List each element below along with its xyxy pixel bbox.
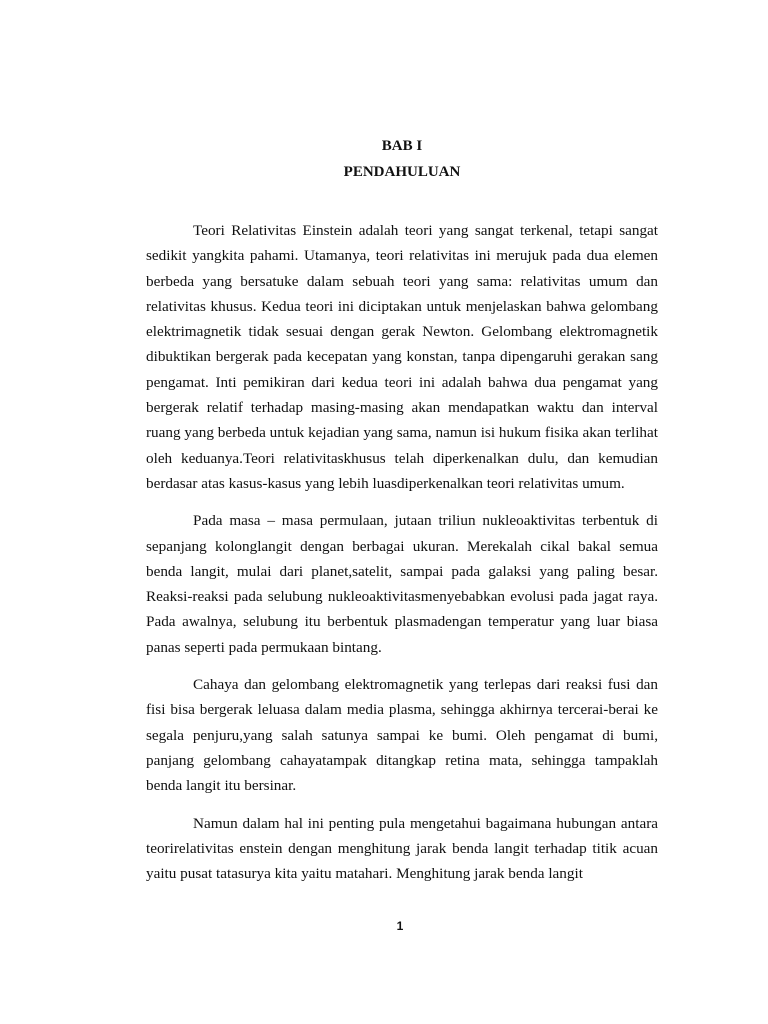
chapter-number: BAB I [381,138,423,154]
page-number: 1 [396,919,404,933]
paragraph-1: Teori Relativitas Einstein adalah teori yang sangat terkenal, tetapi sangat sedikit yangkita pahami. Utamanya, teori relativitas ini merujuk pada dua elemen berbeda yang bersatuke dalam sebuah teori yang sama: relativitas umum dan relativitas khusus. Kedua teori ini diciptakan untuk menjelaskan bahwa gelombang elektrimagnetik tidak sesuai dengan gerak Newton. Gelombang elektromagnetik dibuktikan bergerak pada kecepatan yang konstan, tanpa dipengaruhi gerakan sang pengamat. Inti pemikiran dari kedua teori ini adalah bahwa dua pengamat yang bergerak relatif terhadap masing-masing akan mendapatkan waktu dan interval ruang yang berbeda untuk kejadian yang sama, namun isi hukum fisika akan terlihat oleh keduanya.Teori relativitaskhusus telah diperkenalkan dulu, dan kemudian berdasar atas kasus-kasus yang lebih luasdiperkenalkan teori relativitas umum. [146,222,658,492]
document-body [146,218,658,898]
paragraph-4: Namun dalam hal ini penting pula mengetahui bagaimana hubungan antara teorirelativitas enstein dengan menghitung jarak benda langit terhadap titik acuan yaitu pusat tatasurya kita yaitu matahari. Menghitung jarak benda langit [146,814,658,883]
chapter-title: PENDAHULUAN [343,164,461,180]
paragraph-2: Pada masa – masa permulaan, jutaan triliun nukleoaktivitas terbentuk di sepanjang kolonglangit dengan berbagai ukuran. Merekalah cikal bakal semua benda langit, mulai dari planet,satelit, sampai pada galaksi yang paling besar. Reaksi-reaksi pada selubung nukleoaktivitasmenyebabkan evolusi pada jagat raya. Pada awalnya, selubung itu berbentuk plasmadengan temperatur yang luar biasa panas seperti pada permukaan bintang. [146,512,658,656]
paragraph-3: Cahaya dan gelombang elektromagnetik yang terlepas dari reaksi fusi dan fisi bisa bergerak leluasa dalam media plasma, sehingga akhirnya tercerai-berai ke segala penjuru,yang salah satunya sampai ke bumi. Oleh pengamat di bumi, panjang gelombang cahayatampak ditangkap retina mata, sehingga tampaklah benda langit itu bersinar. [146,676,658,795]
